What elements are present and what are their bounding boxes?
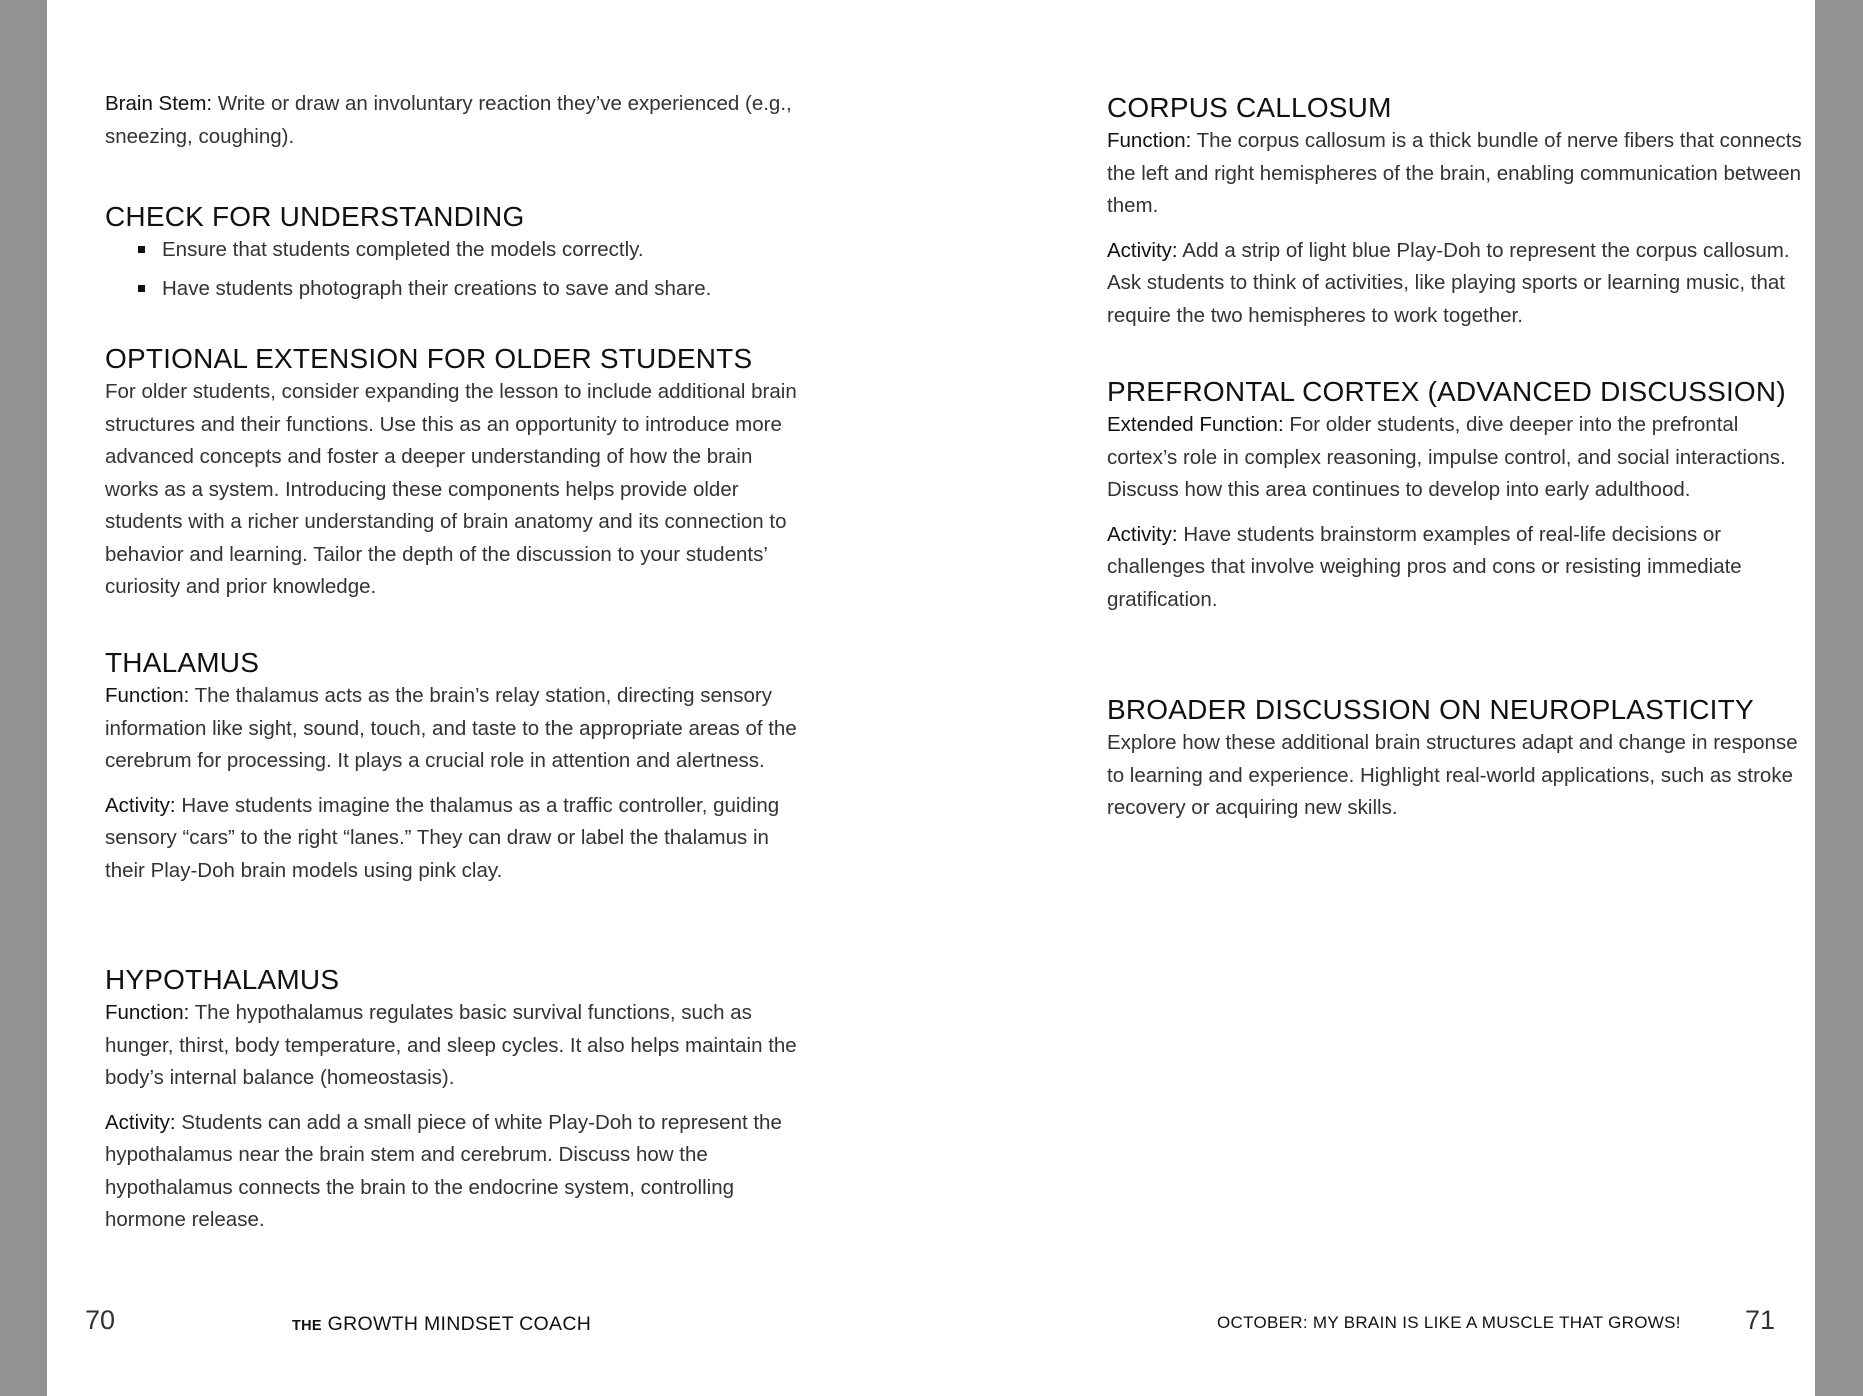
hypothalamus-activity: Activity: Students can add a small piece of white Play-Doh to represent the hypothalamus near the brain stem and cerebrum. Discuss how the hypothalamus connects the brain to the endocrine system, controlling hormone release. (105, 1110, 782, 1231)
neuroplasticity-heading: BROADER DISCUSSION ON NEUROPLASTICITY (1107, 694, 1754, 725)
right-running-head: OCTOBER: MY BRAIN IS LIKE A MUSCLE THAT GROWS! (1217, 1313, 1681, 1332)
check-list (105, 234, 805, 305)
check-heading: CHECK FOR UNDERSTANDING (105, 201, 525, 232)
prefrontal-heading: PREFRONTAL CORTEX (ADVANCED DISCUSSION) (1107, 376, 1786, 407)
corpus-function: Function: The corpus callosum is a thick bundle of nerve fibers that connects the left and right hemispheres of the brain, enabling communication between them. (1107, 129, 1802, 217)
prefrontal-section (1107, 375, 1807, 616)
prefrontal-function: Extended Function: For older students, dive deeper into the prefrontal cortex’s role in complex reasoning, impulse control, and social interactions. Discuss how this area continues to develop into early adulthood. (1107, 413, 1786, 501)
corpus-section (1107, 91, 1807, 332)
hypothalamus-heading: HYPOTHALAMUS (105, 964, 340, 995)
neuroplasticity-section (1107, 693, 1807, 825)
square-bullet-icon (138, 285, 145, 292)
neuroplasticity-paragraph: Explore how these additional brain structures adapt and change in response to learning and experience. Highlight real-world applications, such as stroke recovery or acquiring new skills. (1107, 731, 1798, 819)
check-list-item: Ensure that students completed the models correctly. (105, 234, 805, 267)
activity-label: Activity: (1107, 238, 1178, 262)
activity-label: Activity: (105, 1110, 176, 1134)
corpus-heading: CORPUS CALLOSUM (1107, 92, 1392, 123)
hypothalamus-function: Function: The hypothalamus regulates basic survival functions, such as hunger, thirst, body temperature, and sleep cycles. It also helps maintain the body’s internal balance (homeostasis). (105, 1001, 797, 1089)
brain-stem-section (105, 88, 805, 153)
brain-stem-paragraph (105, 88, 805, 153)
extended-function-label: Extended Function: (1107, 413, 1284, 436)
activity-label: Activity: (1107, 522, 1178, 546)
square-bullet-icon (138, 246, 145, 253)
brain-stem-text: Write or draw an involuntary reaction they’ve experienced (e.g., sneezing, coughing). (105, 92, 792, 148)
extension-heading: OPTIONAL EXTENSION FOR OLDER STUDENTS (105, 343, 753, 374)
left-page-number: 70 (85, 1305, 116, 1335)
left-running-head: THE GROWTH MINDSET COACH (292, 1313, 592, 1335)
thalamus-section (105, 646, 805, 887)
check-section (105, 200, 805, 311)
brain-stem-label: Brain Stem: (105, 92, 213, 115)
extension-paragraph: For older students, consider expanding the lesson to include additional brain structures and their functions. Use this as an opportunity to introduce more advanced concepts and foster a deeper understanding of how the brain works as a system. Introducing these components helps provide older students with a richer understanding of brain anatomy and its connection to behavior and learning. Tailor the depth of the discussion to your students’ curiosity and prior knowledge. (105, 380, 797, 598)
function-label: Function: (1107, 129, 1192, 152)
activity-label: Activity: (105, 793, 176, 817)
function-label: Function: (105, 684, 190, 707)
hypothalamus-section (105, 963, 805, 1237)
right-page-number: 71 (1745, 1305, 1776, 1335)
extension-section (105, 342, 805, 604)
thalamus-heading: THALAMUS (105, 647, 260, 678)
corpus-activity: Activity: Add a strip of light blue Play-Doh to represent the corpus callosum. Ask students to think of activities, like playing sports or learning music, that require the two hemispheres to work together. (1107, 238, 1790, 327)
prefrontal-activity: Activity: Have students brainstorm examples of real-life decisions or challenges that involve weighing pros and cons or resisting immediate gratification. (1107, 522, 1742, 611)
book-spread (47, 0, 1815, 1396)
check-list-item: Have students photograph their creations to save and share. (105, 273, 805, 306)
thalamus-activity: Activity: Have students imagine the thalamus as a traffic controller, guiding sensory “cars” to the right “lanes.” They can draw or label the thalamus in their Play-Doh brain models using pink clay. (105, 793, 780, 882)
function-label: Function: (105, 1001, 190, 1024)
thalamus-function: Function: The thalamus acts as the brain’s relay station, directing sensory information like sight, sound, touch, and taste to the appropriate areas of the cerebrum for processing. It plays a crucial role in attention and alertness. (105, 684, 797, 772)
